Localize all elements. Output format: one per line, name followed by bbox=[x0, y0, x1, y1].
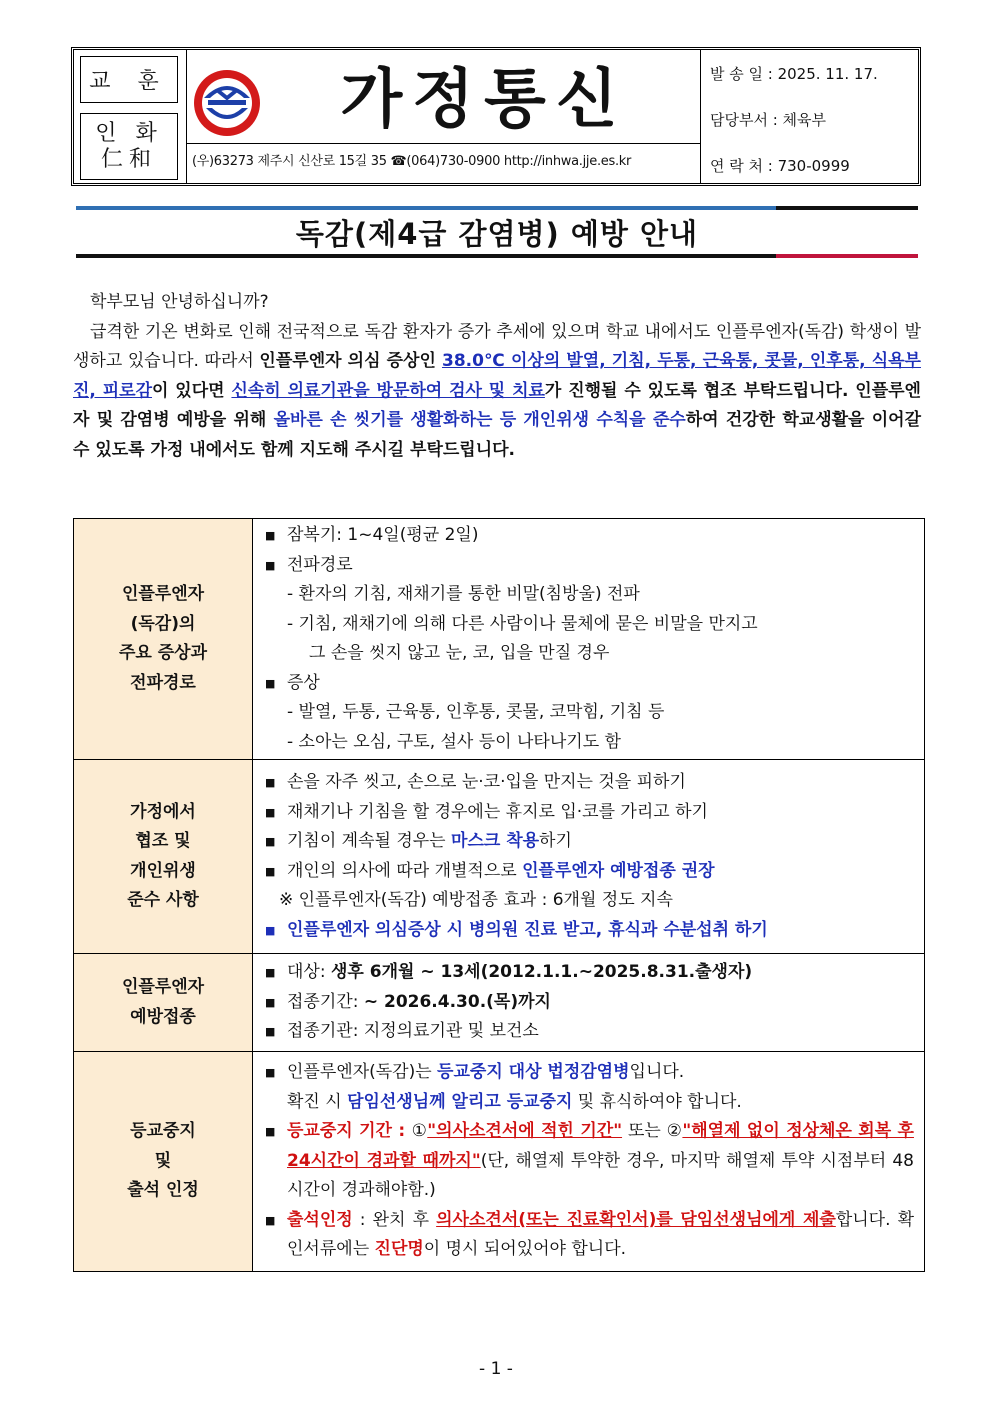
row-label-symptoms: 인플루엔자 (독감)의 주요 증상과 전파경로 bbox=[74, 519, 253, 760]
row-content-attendance: ■ 인플루엔자(독감)는 등교중지 대상 법정감염병입니다. 확진 시 담임선생님께 알리고 등교중지 및 휴식하여야 합니다. ■ 등교중지 기간 : ①"의사소견서에 적힌 기간" 또는 ②"해열제 없이 정상체온 회복 후 24시간이 경과할 때까지"(단, 해열제 투약한 경우, 마지막 해열제 투약 시점부터 48시간이 경과해야함.) ■ 출석인정 : 완치 후 의사소견서(또는 진료확인서)를 담임선생님에게 제출합니다. 확인서류에는 진단명이 명시 되어있어야 합니다. bbox=[253, 1052, 925, 1272]
motto-text bbox=[80, 113, 178, 180]
motto-hanja: 仁和 bbox=[100, 146, 157, 172]
department: 담당부서 : 체육부 bbox=[710, 111, 827, 129]
info-table bbox=[73, 518, 925, 1272]
table-row bbox=[74, 760, 925, 954]
greeting: 학부모님 안녕하십니까? bbox=[90, 292, 269, 312]
title-band-top bbox=[76, 206, 918, 210]
table-row bbox=[74, 954, 925, 1052]
row-label-vaccination: 인플루엔자 예방접종 bbox=[74, 954, 253, 1052]
document-title: 독감(제4급 감염병) 예방 안내 bbox=[295, 217, 699, 251]
page-number: - 1 - bbox=[479, 1359, 513, 1379]
intro-text bbox=[73, 288, 921, 465]
newsletter-title: 가정통신 bbox=[340, 63, 628, 137]
row-content-hygiene: ■ 손을 자주 씻고, 손으로 눈·코·입을 만지는 것을 피하기 ■ 재채기나 기침을 할 경우에는 휴지로 입·코를 가리고 하기 ■ 기침이 계속될 경우는 마스크 착용하기 ■ 개인의 의사에 따라 개별적으로 인플루엔자 예방접종 권장 ※ 인플루엔자(독감) 예방접종 효과 : 6개월 정도 지속 ■ 인플루엔자 의심증상 시 병의원 진료 받고, 휴식과 수분섭취 하기 bbox=[253, 760, 925, 954]
issue-date: 발 송 일 : 2025. 11. 17. bbox=[710, 65, 878, 83]
table-row bbox=[74, 1052, 925, 1272]
school-motto bbox=[80, 56, 180, 179]
school-address: (우)63273 제주시 신산로 15길 35 ☎(064)730-0900 http://inhwa.jje.es.kr bbox=[192, 154, 632, 169]
row-content-vaccination: ■ 대상: 생후 6개월 ~ 13세(2012.1.1.~2025.8.31.출생자) ■ 접종기간: ~ 2026.4.30.(목)까지 ■ 접종기관: 지정의료기관 및 보건소 bbox=[253, 954, 925, 1052]
table-row bbox=[74, 519, 925, 760]
school-emblem-icon bbox=[192, 68, 262, 138]
row-label-attendance: 등교중지 및 출석 인정 bbox=[74, 1052, 253, 1272]
issue-info bbox=[710, 60, 920, 198]
row-label-hygiene: 가정에서 협조 및 개인위생 준수 사항 bbox=[74, 760, 253, 954]
contact: 연 락 처 : 730-0999 bbox=[710, 157, 850, 175]
row-content-symptoms: ■ 잠복기: 1~4일(평균 2일) ■ 전파경로 - 환자의 기침, 재채기를 통한 비말(침방울) 전파 - 기침, 재채기에 의해 다른 사람이나 물체에 묻은 비말을 만지고 그 손을 씻지 않고 눈, 코, 입을 만질 경우 ■ 증상 - 발열, 두통, 근육통, 인후통, 콧물, 코막힘, 기침 등 - 소아는 오심, 구토, 설사 등이 나타나기도 함 bbox=[253, 519, 925, 760]
motto-label: 교 훈 bbox=[80, 56, 178, 103]
motto-korean: 인 화 bbox=[95, 120, 163, 146]
letterhead bbox=[71, 47, 921, 186]
intro-paragraph: 급격한 기온 변화로 인해 전국적으로 독감 환자가 증가 추세에 있으며 학교 내에서도 인플루엔자(독감) 학생이 발생하고 있습니다. 따라서 인플루엔자 의심 증상인 38.0℃ 이상의 발열, 기침, 두통, 근육통, 콧물, 인후통, 식욕부진, 피로감이 있다면 신속히 의료기관을 방문하여 검사 및 치료가 진행될 수 있도록 협조 부탁드립니다. 인플루엔자 및 감염병 예방을 위해 올바른 손 씻기를 생활화하는 등 개인위생 수칙을 준수하여 건강한 학교생활을 이어갈 수 있도록 가정 내에서도 함께 지도해 주시길 부탁드립니다. bbox=[73, 321, 922, 460]
title-band-bottom bbox=[76, 254, 918, 258]
